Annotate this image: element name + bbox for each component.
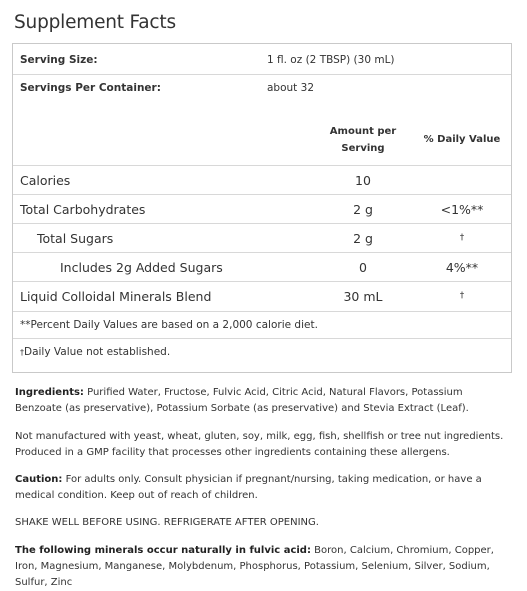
nutrient-amount: 10 [355,173,371,188]
minerals-paragraph [15,543,512,591]
nutrient-name: Total Carbohydrates [20,202,146,217]
caution-text: For adults only. Consult physician if pregnant/nursing, taking medication, or have a medical condition. Keep out of reach of children. [15,474,482,501]
ingredients-paragraph [15,385,512,417]
amount-per-serving-header [313,123,413,157]
nutrient-daily-value: 4%** [445,260,479,275]
nutrient-name: Total Sugars [37,231,114,246]
nutrient-daily-value: † [459,233,465,243]
serving-size-row [13,46,511,75]
nutrient-row-total-carbohydrates [13,194,511,224]
nutrient-daily-value: † [459,291,465,301]
nutrient-name: Calories [20,173,71,188]
nutrient-row-total-sugars [13,223,511,253]
servings-per-container-value: about 32 [267,82,314,94]
ingredients-text: Purified Water, Fructose, Fulvic Acid, Citric Acid, Natural Flavors, Potassium Benzoate (as preservative), Potassium Sorbate (as preservative) and Stevia Extract (Leaf). [15,387,469,414]
servings-per-container-label: Servings Per Container: [20,82,161,94]
percent-daily-value-footnote: **Percent Daily Values are based on a 2,000 calorie diet. [13,311,511,338]
nutrient-row-calories [13,165,511,195]
minerals-label: The following minerals occur naturally in fulvic acid: [15,545,311,556]
ingredients-label: Ingredients: [15,387,84,398]
nutrient-amount: 30 mL [343,289,383,304]
nutrient-amount: 2 g [353,231,373,246]
supplement-facts-table [12,43,512,373]
serving-size-label: Serving Size: [20,54,98,66]
nutrient-amount: 2 g [353,202,373,217]
nutrient-row-mineral-blend [13,281,511,311]
serving-size-value: 1 fl. oz (2 TBSP) (30 mL) [267,54,395,66]
nutrient-daily-value: <1%** [440,202,484,217]
dagger-note: Daily Value not established. [24,346,171,358]
minerals-text: Boron, Calcium, Chromium, Copper, Iron, Magnesium, Manganese, Molybdenum, Phosphorus, Potassium, Selenium, Silver, Sodium, Sulfur, Zinc [15,545,494,588]
allergen-statement: Not manufactured with yeast, wheat, gluten, soy, milk, egg, fish, shellfish or tree nut ingredients. Produced in a GMP facility that processes other ingredients containing these allergens. [15,431,504,458]
page-title: Supplement Facts [14,12,176,33]
amount-header-line1: Amount per [329,126,397,137]
nutrient-name: Liquid Colloidal Minerals Blend [20,289,212,304]
daily-value-header: % Daily Value [423,134,501,145]
amount-header-line2: Serving [341,143,385,154]
caution-label: Caution: [15,474,63,485]
daily-value-not-established-footnote [13,338,511,365]
caution-paragraph [15,472,512,504]
nutrient-name: Includes 2g Added Sugars [60,260,223,275]
servings-per-container-row [13,74,511,102]
dagger-symbol: † [20,348,24,357]
storage-instructions: SHAKE WELL BEFORE USING. REFRIGERATE AFTER OPENING. [15,517,319,528]
nutrient-amount: 0 [359,260,367,275]
nutrient-row-added-sugars [13,252,511,282]
